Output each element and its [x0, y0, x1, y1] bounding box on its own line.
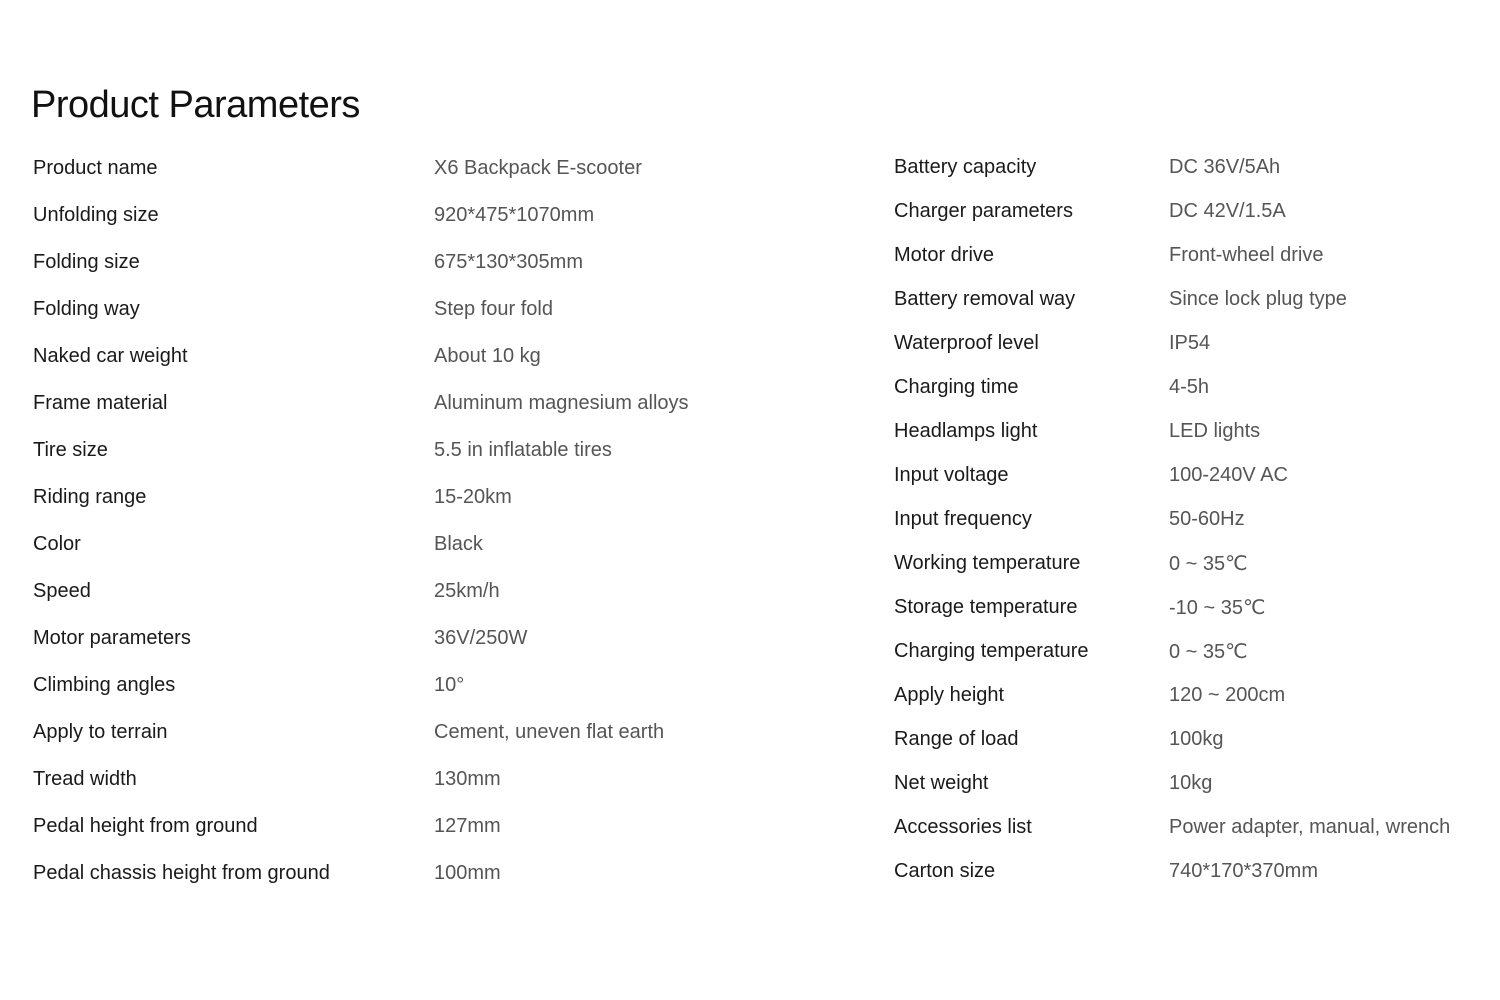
spec-value: 130mm	[434, 768, 501, 790]
spec-value: 675*130*305mm	[434, 251, 583, 273]
spec-row	[894, 453, 1494, 497]
spec-label: Charging temperature	[894, 639, 1089, 662]
spec-row	[894, 409, 1494, 453]
spec-label: Pedal height from ground	[33, 815, 258, 837]
spec-label: Climbing angles	[33, 674, 176, 696]
spec-label: Apply to terrain	[33, 721, 168, 743]
spec-value: Aluminum magnesium alloys	[434, 392, 689, 414]
spec-label: Charger parameters	[894, 199, 1073, 222]
spec-label: Net weight	[894, 771, 989, 794]
spec-value: IP54	[1169, 331, 1211, 354]
spec-label: Folding way	[33, 298, 140, 320]
spec-label: Apply height	[894, 683, 1005, 706]
spec-value: Power adapter, manual, wrench	[1169, 815, 1451, 838]
spec-value: 0 ~ 35℃	[1169, 640, 1248, 663]
spec-row	[894, 145, 1494, 189]
spec-row	[33, 756, 853, 803]
page-title: Product Parameters	[31, 84, 360, 126]
spec-label: Headlamps light	[894, 419, 1038, 442]
spec-row	[33, 803, 853, 850]
spec-row	[33, 709, 853, 756]
spec-row	[33, 145, 853, 192]
spec-label: Input voltage	[894, 463, 1009, 486]
spec-row	[894, 189, 1494, 233]
spec-value: Since lock plug type	[1169, 287, 1347, 310]
spec-label: Input frequency	[894, 507, 1032, 530]
spec-value: 10°	[434, 674, 465, 696]
spec-value: X6 Backpack E-scooter	[434, 157, 642, 179]
spec-row	[33, 192, 853, 239]
spec-value: 740*170*370mm	[1169, 859, 1318, 882]
spec-row	[33, 850, 853, 897]
spec-value: DC 42V/1.5A	[1169, 199, 1286, 222]
spec-value: 25km/h	[434, 580, 500, 602]
spec-label: Motor parameters	[33, 627, 191, 649]
spec-label: Riding range	[33, 486, 147, 508]
spec-row	[894, 849, 1494, 893]
spec-label: Pedal chassis height from ground	[33, 862, 330, 884]
spec-value: 127mm	[434, 815, 501, 837]
spec-label: Motor drive	[894, 243, 995, 266]
spec-row	[33, 239, 853, 286]
spec-label: Storage temperature	[894, 595, 1078, 618]
spec-value: 920*475*1070mm	[434, 204, 595, 226]
spec-value: 100-240V AC	[1169, 463, 1288, 486]
spec-row	[33, 474, 853, 521]
spec-label: Battery removal way	[894, 287, 1076, 310]
spec-value: DC 36V/5Ah	[1169, 155, 1281, 178]
spec-label: Range of load	[894, 727, 1019, 750]
spec-value: 120 ~ 200cm	[1169, 683, 1286, 706]
spec-row	[894, 233, 1494, 277]
spec-row	[894, 717, 1494, 761]
spec-value: 5.5 in inflatable tires	[434, 439, 612, 461]
spec-value: Black	[434, 533, 483, 555]
spec-label: Battery capacity	[894, 155, 1037, 178]
spec-value: 0 ~ 35℃	[1169, 552, 1248, 575]
spec-value: 36V/250W	[434, 627, 528, 649]
spec-value: 100mm	[434, 862, 501, 884]
spec-value: 10kg	[1169, 771, 1213, 794]
spec-label: Tire size	[33, 439, 108, 461]
spec-row	[33, 286, 853, 333]
spec-label: Frame material	[33, 392, 168, 414]
spec-row	[894, 277, 1494, 321]
spec-label: Carton size	[894, 859, 996, 882]
spec-label: Color	[33, 533, 81, 555]
spec-value: LED lights	[1169, 419, 1261, 442]
spec-value: Cement, uneven flat earth	[434, 721, 665, 743]
spec-row	[894, 585, 1494, 629]
spec-value: 100kg	[1169, 727, 1224, 750]
spec-label: Tread width	[33, 768, 137, 790]
spec-label: Working temperature	[894, 551, 1081, 574]
spec-label: Accessories list	[894, 815, 1032, 838]
spec-value: -10 ~ 35℃	[1169, 596, 1266, 619]
spec-list-left	[33, 145, 853, 897]
spec-row	[894, 673, 1494, 717]
spec-value: Step four fold	[434, 298, 553, 320]
spec-label: Waterproof level	[894, 331, 1039, 354]
spec-label: Unfolding size	[33, 204, 159, 226]
spec-row	[33, 662, 853, 709]
spec-row	[33, 427, 853, 474]
spec-label: Product name	[33, 157, 158, 179]
spec-row	[33, 521, 853, 568]
spec-row	[33, 380, 853, 427]
spec-row	[894, 541, 1494, 585]
spec-value: About 10 kg	[434, 345, 541, 367]
spec-row	[33, 615, 853, 662]
spec-label: Speed	[33, 580, 91, 602]
spec-value: 4-5h	[1169, 375, 1210, 398]
spec-row	[33, 333, 853, 380]
spec-row	[894, 629, 1494, 673]
spec-value: Front-wheel drive	[1169, 243, 1324, 266]
spec-row	[894, 761, 1494, 805]
spec-value: 50-60Hz	[1169, 507, 1245, 530]
spec-list-right	[894, 145, 1494, 893]
spec-row	[894, 321, 1494, 365]
spec-label: Charging time	[894, 375, 1019, 398]
spec-label: Naked car weight	[33, 345, 188, 367]
spec-row	[894, 805, 1494, 849]
spec-row	[894, 497, 1494, 541]
spec-row	[894, 365, 1494, 409]
spec-row	[33, 568, 853, 615]
spec-value: 15-20km	[434, 486, 512, 508]
spec-label: Folding size	[33, 251, 140, 273]
